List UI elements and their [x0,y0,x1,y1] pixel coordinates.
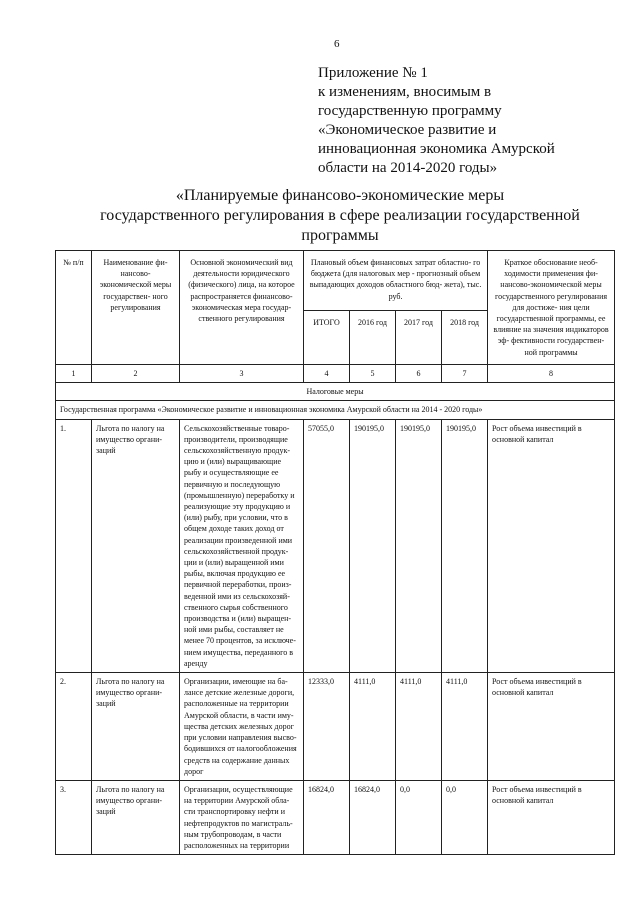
table-row [56,419,615,672]
column-number: 6 [396,365,442,383]
header-justification: Краткое обоснование необ- ходимости применения фи- нансово-экономической меры государственного регулирования для достиже- ния цели государственной программы, ее влияние на значения индикаторов эф- фективности государствен- ной программы [488,251,615,365]
page-number: 6 [334,38,340,50]
row-activity: Организации, осуществляющие на территории Амурской обла- сти транспортировку нефти и нефтепродуктов по магистраль- ным трубопроводам, в части расположенных на территории [180,780,304,854]
row-total: 57055,0 [304,419,350,672]
measures-table [55,250,615,855]
row-2017: 0,0 [396,780,442,854]
row-justification: Рост объема инвестиций в основной капитал [488,673,615,781]
header-2017: 2017 год [396,311,442,365]
row-activity: Сельскохозяйственные товаро- производители, производящие сельскохозяйственную продук- цию и (или) выращивающие рыбу и осуществляющие ее первичную и последующую (промышленную) переработку и реализующие эту продукцию и (или) рыбу, при условии, что в общем доходе таких доход от реализации произведенной ими сельскохозяйственной продук- ции и (или) выращенной ими рыбы, включая продукцию ее первичной переработки, произ- веденной ими из сельскохозяй- ственного сырья собственного производства и (или) выращен- ной ими рыбы, составляет не менее 70 процентов, за исключе- нием имущества, переданного в аренду [180,419,304,672]
row-name: Льгота по налогу на имущество органи- заций [92,780,180,854]
row-2017: 4111,0 [396,673,442,781]
header-volume: Плановый объем финансовых затрат областно- го бюджета (для налоговых мер - прогнозный объем выпадающих доходов областного бюд- жета), тыс. руб. [304,251,488,311]
row-total: 16824,0 [304,780,350,854]
title-line: «Планируемые финансово-экономические меры [175,187,505,204]
appendix-line: государственную программу [318,103,502,119]
header-activity: Основной экономический вид деятельности юридического (физического) лица, на которое распространяется финансово- экономическая мера государ- ственного регулирования [180,251,304,365]
column-number: 5 [350,365,396,383]
row-2016: 190195,0 [350,419,396,672]
section-row [56,383,615,401]
row-2016: 4111,0 [350,673,396,781]
row-2017: 190195,0 [396,419,442,672]
row-2018: 190195,0 [442,419,488,672]
appendix-block [318,64,618,178]
appendix-line: к изменениям, вносимым в [318,84,492,100]
appendix-line: области на 2014-2020 годы» [318,160,498,176]
row-total: 12333,0 [304,673,350,781]
title-line: программы [301,227,379,244]
header-2016: 2016 год [350,311,396,365]
document-title [40,186,640,246]
row-2016: 16824,0 [350,780,396,854]
row-activity: Организации, имеющие на ба- лансе детские железные дороги, расположенные на территории Амурской области, в части иму- щества детских железных дорог при условии направления высво- бодившихся от налогообложения средств на содержание данных дорог [180,673,304,781]
header-2018: 2018 год [442,311,488,365]
column-number: 8 [488,365,615,383]
header-row [56,251,615,311]
row-num: 1. [56,419,92,672]
column-number: 7 [442,365,488,383]
title-line: государственного регулирования в сфере реализации государственной [100,207,580,224]
column-number: 2 [92,365,180,383]
row-name: Льгота по налогу на имущество органи- заций [92,673,180,781]
appendix-line: инновационная экономика Амурской [318,141,555,157]
column-number: 4 [304,365,350,383]
table-row [56,780,615,854]
appendix-line: «Экономическое развитие и [318,122,497,138]
column-number-row [56,365,615,383]
row-num: 3. [56,780,92,854]
program-title: Государственная программа «Экономическое развитие и инновационная экономика Амурской области на 2014 - 2020 годы» [56,401,615,419]
row-2018: 0,0 [442,780,488,854]
header-name: Наименование фи- нансово- экономической меры государствен- ного регулирования [92,251,180,365]
table-row [56,673,615,781]
row-justification: Рост объема инвестиций в основной капитал [488,419,615,672]
section-title: Налоговые меры [56,383,615,401]
row-justification: Рост объема инвестиций в основной капитал [488,780,615,854]
program-row [56,401,615,419]
row-num: 2. [56,673,92,781]
row-2018: 4111,0 [442,673,488,781]
column-number: 1 [56,365,92,383]
column-number: 3 [180,365,304,383]
header-num: № п/п [56,251,92,365]
row-name: Льгота по налогу на имущество органи- заций [92,419,180,672]
header-total: ИТОГО [304,311,350,365]
appendix-line: Приложение № 1 [318,65,428,81]
